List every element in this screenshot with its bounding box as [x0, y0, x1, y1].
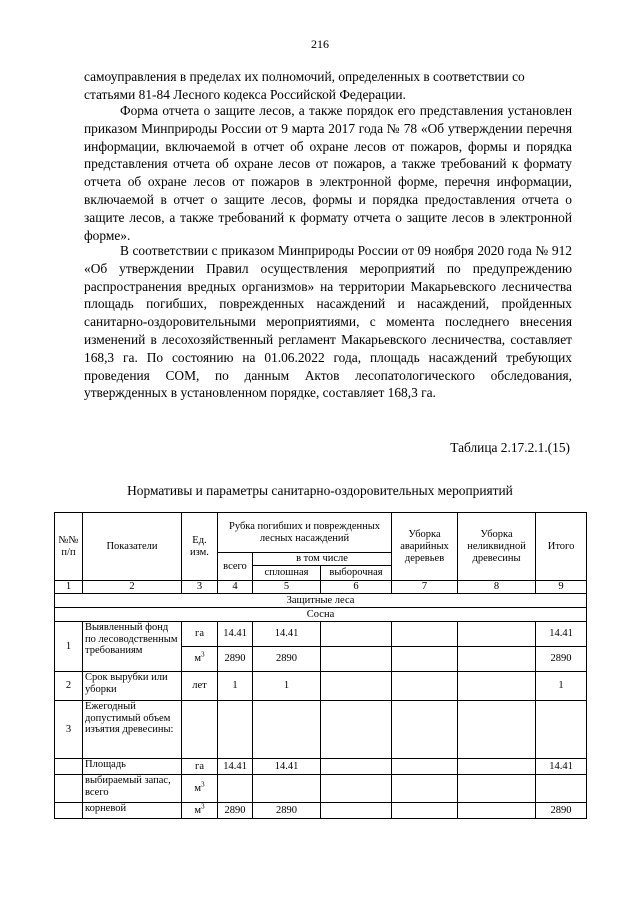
row-6-clear: 2890	[253, 803, 321, 819]
row-6-label: корневой	[83, 803, 182, 819]
row-6-total: 2890	[536, 803, 587, 819]
row-3-label: Ежегодный допустимый объем изъятия древесины:	[83, 701, 182, 759]
table-cell	[458, 803, 536, 819]
col-number-8: 8	[458, 581, 536, 594]
row-5-unit	[182, 775, 218, 803]
unit-m: м	[194, 804, 202, 816]
header-indicators: Показатели	[83, 513, 182, 581]
row-1b-unit	[182, 647, 218, 672]
col-number-6: 6	[321, 581, 392, 594]
table-cell	[55, 759, 83, 775]
table-cell	[253, 701, 321, 759]
table-cell	[218, 701, 253, 759]
header-total: Итого	[536, 513, 587, 581]
row-2-all: 1	[218, 672, 253, 701]
header-total-all: всего	[218, 553, 253, 581]
table-cell	[392, 759, 458, 775]
paragraph-1: самоуправления в пределах их полномочий, определенных в соответствии со статьями 81-84 Лесного кодекса Российской Федерации.	[84, 69, 525, 102]
row-6-unit	[182, 803, 218, 819]
row-2-label: Срок вырубки или уборки	[83, 672, 182, 701]
header-selective: выборочная	[321, 566, 392, 581]
table-cell	[321, 759, 392, 775]
paragraph-3: В соответствии с приказом Минприроды России от 09 ноября 2020 года № 912 «Об утверждении Правил осуществления мероприятий по предупреждению распространения вредных организмов» на территории Макарьевского лесничества площадь погибших, поврежденных насаждений и насаждений, пройденных санитарно-оздоровительными мероприятиями, с момента последнего внесения изменений в лесохозяйственный регламент Макарьевского лесничества, составляет 168,3 га. По состоянию на 01.06.2022 года, площадь насаждений требующих проведения СОМ, по данным Актов лесопатологического обследования, утвержденных в установленном порядке, составляет 168,3 га.	[84, 243, 572, 401]
norms-table	[54, 512, 587, 819]
row-2-unit: лет	[182, 672, 218, 701]
table-cell	[536, 701, 587, 759]
unit-m: м	[194, 653, 202, 664]
row-1b-total: 2890	[536, 647, 587, 672]
table-cell	[392, 701, 458, 759]
row-2-num: 2	[55, 672, 83, 701]
table-cell	[392, 775, 458, 803]
table-cell	[536, 775, 587, 803]
row-1-num: 1	[55, 622, 83, 672]
col-number-2: 2	[83, 581, 182, 594]
table-cell	[392, 672, 458, 701]
row-6-all: 2890	[218, 803, 253, 819]
header-nonliquid: Уборка неликвидной древесины	[458, 513, 536, 581]
subsection-row: Сосна	[55, 608, 587, 622]
table-cell	[458, 759, 536, 775]
unit-superscript: 3	[201, 802, 205, 810]
table-cell	[458, 647, 536, 672]
table-cell	[253, 775, 321, 803]
header-felling: Рубка погибших и поврежденных лесных насаждений	[218, 513, 392, 553]
table-cell	[218, 775, 253, 803]
page-number: 216	[311, 37, 329, 51]
unit-superscript: 3	[201, 650, 205, 659]
table-title: Нормативы и параметры санитарно-оздоровительных мероприятий	[127, 483, 513, 498]
row-3-num: 3	[55, 701, 83, 759]
row-1b-clear: 2890	[253, 647, 321, 672]
header-clear: сплошная	[253, 566, 321, 581]
section-row: Защитные леса	[55, 594, 587, 608]
table-cell	[392, 647, 458, 672]
col-number-1: 1	[55, 581, 83, 594]
table-cell	[458, 701, 536, 759]
row-1a-unit: га	[182, 622, 218, 647]
row-4-total: 14.41	[536, 759, 587, 775]
row-4-label: Площадь	[83, 759, 182, 775]
unit-m: м	[194, 782, 202, 794]
col-number-9: 9	[536, 581, 587, 594]
col-number-3: 3	[182, 581, 218, 594]
table-cell	[55, 803, 83, 819]
header-unit: Ед. изм.	[182, 513, 218, 581]
row-4-clear: 14.41	[253, 759, 321, 775]
table-cell	[321, 775, 392, 803]
row-1b-all: 2890	[218, 647, 253, 672]
table-cell	[458, 672, 536, 701]
table-cell	[458, 622, 536, 647]
table-cell	[321, 701, 392, 759]
row-1a-clear: 14.41	[253, 622, 321, 647]
row-1a-total: 14.41	[536, 622, 587, 647]
table-cell	[182, 701, 218, 759]
row-4-unit: га	[182, 759, 218, 775]
row-4-all: 14.41	[218, 759, 253, 775]
header-num: №№ п/п	[55, 513, 83, 581]
header-incl: в том числе	[253, 553, 392, 566]
col-number-4: 4	[218, 581, 253, 594]
paragraph-2: Форма отчета о защите лесов, а также порядок его представления установлен приказом Минприроды России от 9 марта 2017 года № 78 «Об утверждении перечня информации, включаемой в отчет об охране лесов от пожаров, формы и порядка представления отчета об охране лесов от пожаров, а также требований к формату отчета об охране лесов от пожаров в электронной форме, перечня информации, включаемой в отчет о защите лесов, формы и порядка предоставления отчета о защите лесов, а также требований к формату отчета о защите лесов в электронной форме».	[84, 103, 572, 243]
row-1-label: Выявленный фонд по лесоводственным требованиям	[83, 622, 182, 672]
table-cell	[55, 775, 83, 803]
table-cell	[321, 803, 392, 819]
row-2-total: 1	[536, 672, 587, 701]
unit-superscript: 3	[201, 780, 205, 788]
table-cell	[321, 672, 392, 701]
table-cell	[392, 803, 458, 819]
row-1a-all: 14.41	[218, 622, 253, 647]
table-cell	[458, 775, 536, 803]
col-number-7: 7	[392, 581, 458, 594]
table-cell	[392, 622, 458, 647]
row-5-label: выбираемый запас, всего	[83, 775, 182, 803]
table-cell	[321, 622, 392, 647]
row-2-clear: 1	[253, 672, 321, 701]
header-emergency: Уборка аварийных деревьев	[392, 513, 458, 581]
table-caption: Таблица 2.17.2.1.(15)	[450, 440, 570, 455]
table-cell	[321, 647, 392, 672]
col-number-5: 5	[253, 581, 321, 594]
